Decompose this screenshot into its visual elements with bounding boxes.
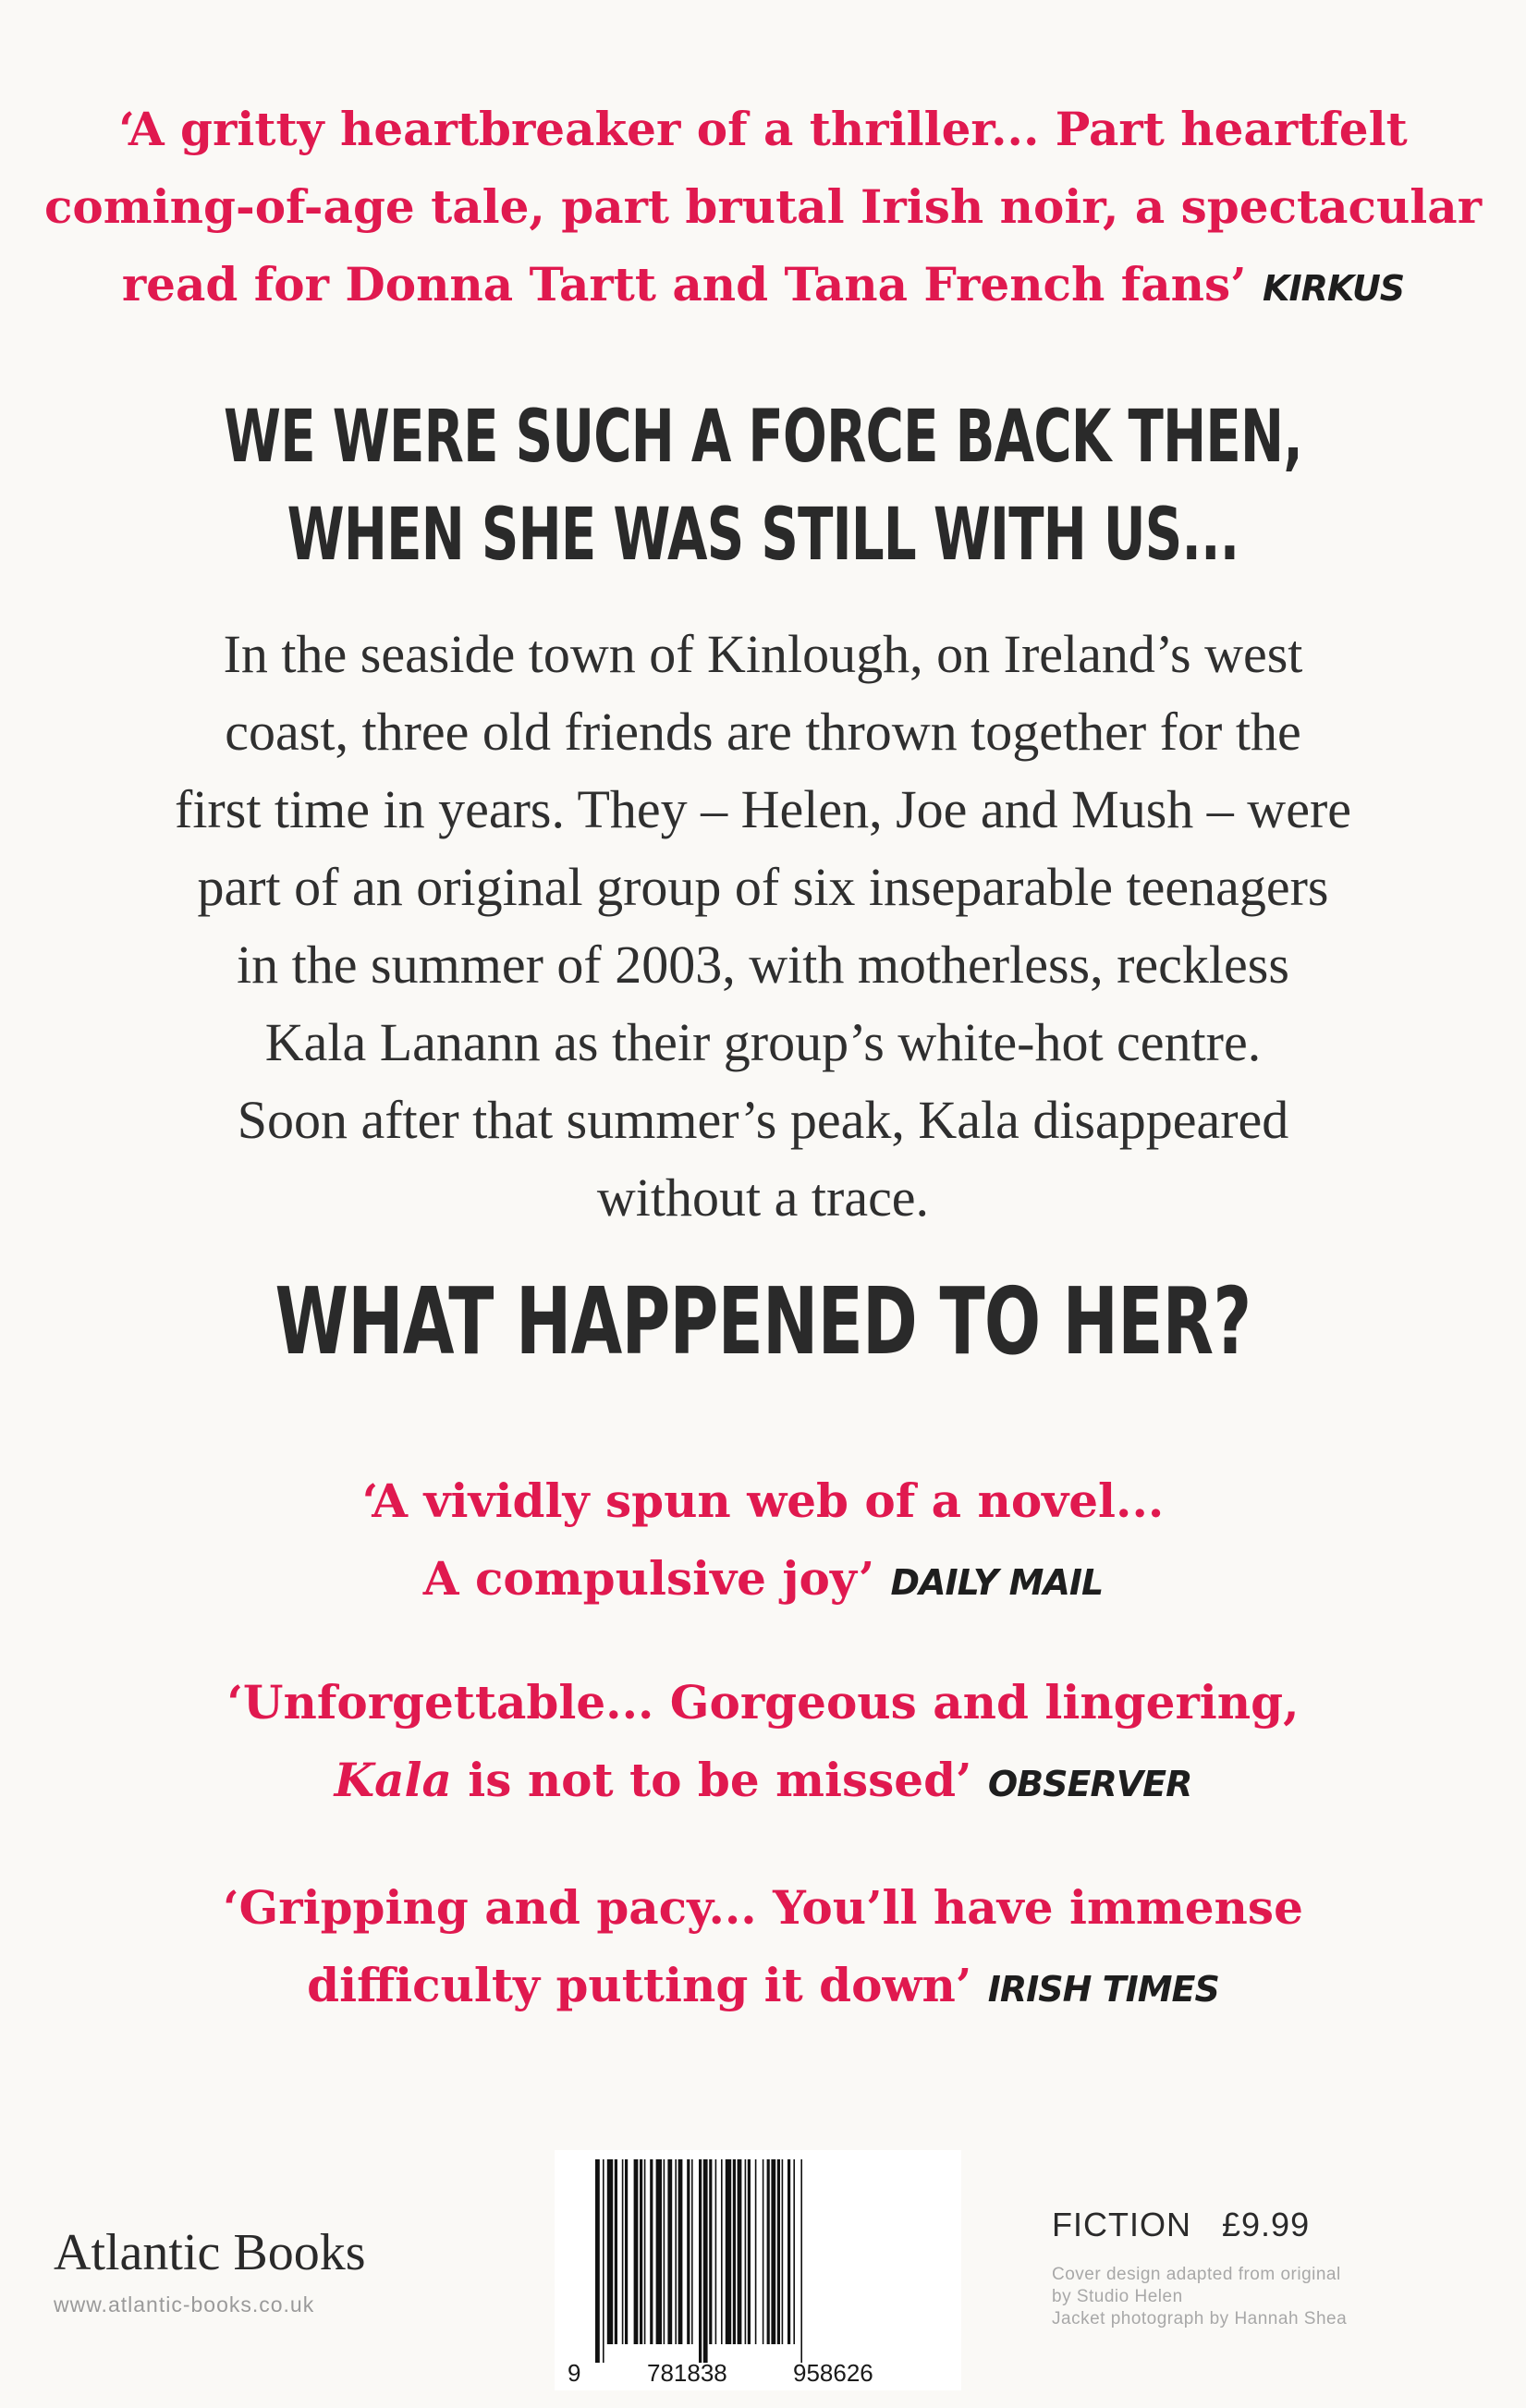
synopsis-line: without a trace. (596, 1167, 930, 1228)
barcode-bar (771, 2159, 775, 2344)
quote-kirkus (0, 91, 1526, 327)
barcode-bar (625, 2159, 628, 2344)
barcode-digits-left: 781838 (647, 2359, 727, 2387)
synopsis-line: coast, three old friends are thrown together for the (225, 702, 1301, 762)
barcode-bar (603, 2159, 604, 2363)
barcode-bar (738, 2159, 742, 2344)
isbn-barcode (555, 2150, 961, 2390)
barcode-bar (726, 2159, 731, 2344)
photo-credit: Jacket photograph by Hannah Shea (1052, 2309, 1348, 2329)
quote-line: difficulty putting it down’ (307, 1958, 972, 2012)
design-credit: Cover design adapted from original (1052, 2265, 1341, 2284)
quote-irish-times (0, 1869, 1526, 2028)
quote-source: DAILY MAIL (890, 1562, 1104, 1603)
synopsis-line: part of an original group of six inseparable teenagers (197, 857, 1329, 917)
barcode-bar (687, 2159, 690, 2344)
barcode-bar (656, 2159, 662, 2344)
barcode-bar (699, 2159, 702, 2363)
barcode-bar (763, 2159, 764, 2344)
barcode-bar (782, 2159, 784, 2344)
barcode-bar (715, 2159, 717, 2344)
barcode-bar (703, 2159, 708, 2363)
barcode-bar (787, 2159, 790, 2344)
barcode-bar (777, 2159, 780, 2344)
barcode-bar (755, 2159, 757, 2344)
barcode-bar (595, 2159, 600, 2363)
quote-source: KIRKUS (1263, 268, 1405, 309)
barcode-bar (748, 2159, 751, 2344)
barcode-bar (800, 2159, 802, 2363)
publisher-logo: Atlantic Books (54, 2224, 366, 2281)
quote-title-italic: Kala (334, 1753, 452, 1807)
barcode-bar (745, 2159, 747, 2344)
quote-line: ‘Gripping and pacy... You’ll have immense (223, 1880, 1303, 1935)
publisher-url: www.atlantic-books.co.uk (54, 2292, 315, 2316)
barcode-bar (709, 2159, 712, 2344)
quote-line: coming-of-age tale, part brutal Irish noir, a spectacular (43, 179, 1483, 234)
synopsis-line: in the summer of 2003, with motherless, reckless (237, 935, 1289, 995)
barcode-bar (640, 2159, 642, 2344)
synopsis-line: first time in years. They – Helen, Joe and Mush – were (175, 779, 1351, 839)
synopsis-line: In the seaside town of Kinlough, on Ireland’s west (223, 624, 1303, 684)
category-label: FICTION (1052, 2206, 1191, 2243)
barcode-bar (634, 2159, 639, 2344)
barcode-bar (767, 2159, 770, 2344)
quote-line: ‘A vividly spun web of a novel... (361, 1473, 1165, 1528)
category-price (1052, 2206, 1310, 2244)
barcode-bar (678, 2159, 683, 2344)
quote-line: ‘A gritty heartbreaker of a thriller... Part heartfelt (118, 102, 1408, 156)
tagline-line: WHEN SHE WAS STILL WITH US... (287, 494, 1239, 577)
quote-line: ‘Unforgettable... Gorgeous and lingering, (226, 1675, 1300, 1730)
synopsis-line: Soon after that summer’s peak, Kala disappeared (237, 1090, 1289, 1150)
synopsis-line: Kala Lanann as their group’s white-hot centre. (264, 1012, 1262, 1072)
design-credit: by Studio Helen (1052, 2287, 1183, 2306)
barcode-lead-digit: 9 (568, 2359, 581, 2387)
question-headline: WHAT HAPPENED TO HER? (275, 1267, 1251, 1375)
barcode-bar (650, 2159, 653, 2344)
tagline-headline (214, 388, 1312, 584)
quote-source: IRISH TIMES (987, 1969, 1219, 2010)
barcode-digits-right: 958626 (793, 2359, 873, 2387)
quote-line: read for Donna Tartt and Tana French fans’ (121, 257, 1247, 312)
barcode-bar (793, 2159, 795, 2344)
barcode-bars-icon (595, 2159, 928, 2363)
quote-source: OBSERVER (987, 1764, 1192, 1804)
barcode-bar (667, 2159, 672, 2344)
barcode-bar (721, 2159, 723, 2344)
barcode-bar (607, 2159, 613, 2344)
barcode-bar (675, 2159, 677, 2344)
quote-line: A compulsive joy’ (422, 1551, 875, 1606)
quote-daily-mail (0, 1462, 1526, 1621)
barcode-bar (615, 2159, 617, 2344)
synopsis (0, 616, 1526, 1237)
barcode-bar (644, 2159, 646, 2344)
price-label: £9.99 (1222, 2206, 1311, 2243)
tagline-line: WE WERE SUCH A FORCE BACK THEN, (224, 396, 1302, 479)
barcode-bar (691, 2159, 693, 2344)
quote-line: is not to be missed’ (451, 1753, 972, 1807)
barcode-bar (664, 2159, 665, 2344)
quote-observer (0, 1664, 1526, 1823)
barcode-bar (733, 2159, 736, 2344)
barcode-bar (622, 2159, 624, 2344)
